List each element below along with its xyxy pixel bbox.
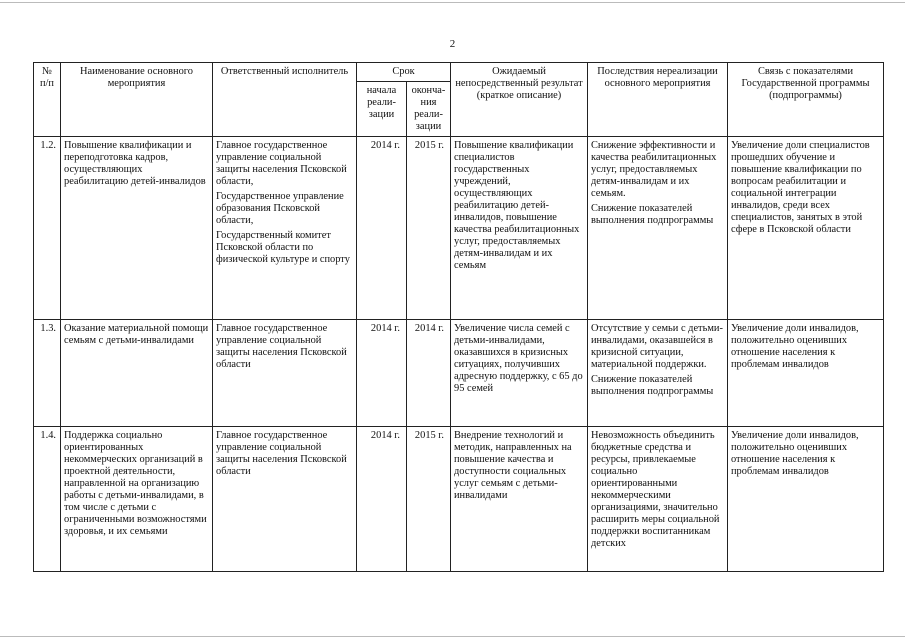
executor-entry: Главное государственное управление социальной защиты населения Псковской области,: [216, 140, 347, 187]
row-end: 2015 г.: [407, 427, 451, 572]
header-num: № п/п: [34, 63, 61, 137]
scan-edge-bottom: [0, 636, 905, 637]
row-link: Увеличение доли специалистов прошедших обучение и повышение квалификации по вопросам реабилитации и социальной интеграции инвалидов, среди всех специалистов, занятых в этой сфере в Псковской области: [728, 137, 884, 320]
row-name: Оказание материальной помощи семьям с детьми-инвалидами: [61, 320, 213, 427]
executor-entry: Главное государственное управление социальной защиты населения Псковской области: [216, 430, 347, 477]
table-row: [34, 320, 884, 427]
row-link: Увеличение доли инвалидов, положительно оценивших отношение населения к проблемам инвалидов: [728, 320, 884, 427]
consequence-entry: Снижение эффективности и качества реабилитационных услуг, предоставляемых детям-инвалидам и их семьям.: [591, 140, 717, 199]
row-num: 1.2.: [34, 137, 61, 320]
header-row: [34, 63, 884, 82]
row-consequences: [588, 427, 728, 572]
table-row: [34, 427, 884, 572]
row-executor: [213, 320, 357, 427]
header-expected: Ожидаемый непосредственный результат (краткое описание): [451, 63, 588, 137]
header-link: Связь с показателями Государственной программы (подпрограммы): [728, 63, 884, 137]
header-term-end: оконча-ния реали-зации: [407, 82, 451, 137]
row-link: Увеличение доли инвалидов, положительно оценивших отношение населения к проблемам инвалидов: [728, 427, 884, 572]
row-num: 1.4.: [34, 427, 61, 572]
row-expected: Внедрение технологий и методик, направленных на повышение качества и доступности социальных услуг семьям с детьми-инвалидами: [451, 427, 588, 572]
header-executor: Ответственный исполнитель: [213, 63, 357, 137]
row-num: 1.3.: [34, 320, 61, 427]
consequence-entry: Отсутствие у семьи с детьми-инвалидами, оказавшейся в кризисной ситуации, материальной поддержки.: [591, 323, 723, 370]
executor-entry: Государственный комитет Псковской области по физической культуре и спорту: [216, 230, 350, 265]
row-executor: [213, 427, 357, 572]
page-number: 2: [449, 38, 456, 50]
row-executor: [213, 137, 357, 320]
executor-entry: Государственное управление образования Псковской области,: [216, 191, 344, 226]
row-expected: Увеличение числа семей с детьми-инвалидами, оказавшихся в кризисных ситуациях, получивших адресную поддержку, с 65 до 95 семей: [451, 320, 588, 427]
row-end: 2015 г.: [407, 137, 451, 320]
scan-edge-top: [0, 2, 905, 3]
row-start: 2014 г.: [357, 427, 407, 572]
consequence-entry: Снижение показателей выполнения подпрограммы: [591, 203, 714, 226]
row-start: 2014 г.: [357, 320, 407, 427]
row-name: Поддержка социально ориентированных некоммерческих организаций в проектной деятельности, направленной на организацию работы с детьми-инвалидами, в том числе с детьми с ограниченными возможностями здоровья, и их семьями: [61, 427, 213, 572]
row-end: 2014 г.: [407, 320, 451, 427]
consequence-entry: Невозможность объединить бюджетные средства и ресурсы, привлекаемые социально ориентированными некоммерческими организациями, значительно расширить меры социальной поддержки воспитанникам детских: [591, 430, 720, 549]
row-consequences: [588, 320, 728, 427]
executor-entry: Главное государственное управление социальной защиты населения Псковской области: [216, 323, 347, 370]
header-name: Наименование основного мероприятия: [61, 63, 213, 137]
measures-table: [33, 62, 884, 572]
row-start: 2014 г.: [357, 137, 407, 320]
header-term-start: начала реали-зации: [357, 82, 407, 137]
header-consequences: Последствия нереализации основного мероприятия: [588, 63, 728, 137]
row-name: Повышение квалификации и переподготовка кадров, осуществляющих реабилитацию детей-инвалидов: [61, 137, 213, 320]
header-term: Срок: [357, 63, 451, 82]
table-row: [34, 137, 884, 320]
consequence-entry: Снижение показателей выполнения подпрограммы: [591, 374, 714, 397]
row-consequences: [588, 137, 728, 320]
row-expected: Повышение квалификации специалистов государственных учреждений, осуществляющих реабилитацию детей-инвалидов, повышение качества реабилитационных услуг, предоставляемых детям-инвалидам и их семьям: [451, 137, 588, 320]
